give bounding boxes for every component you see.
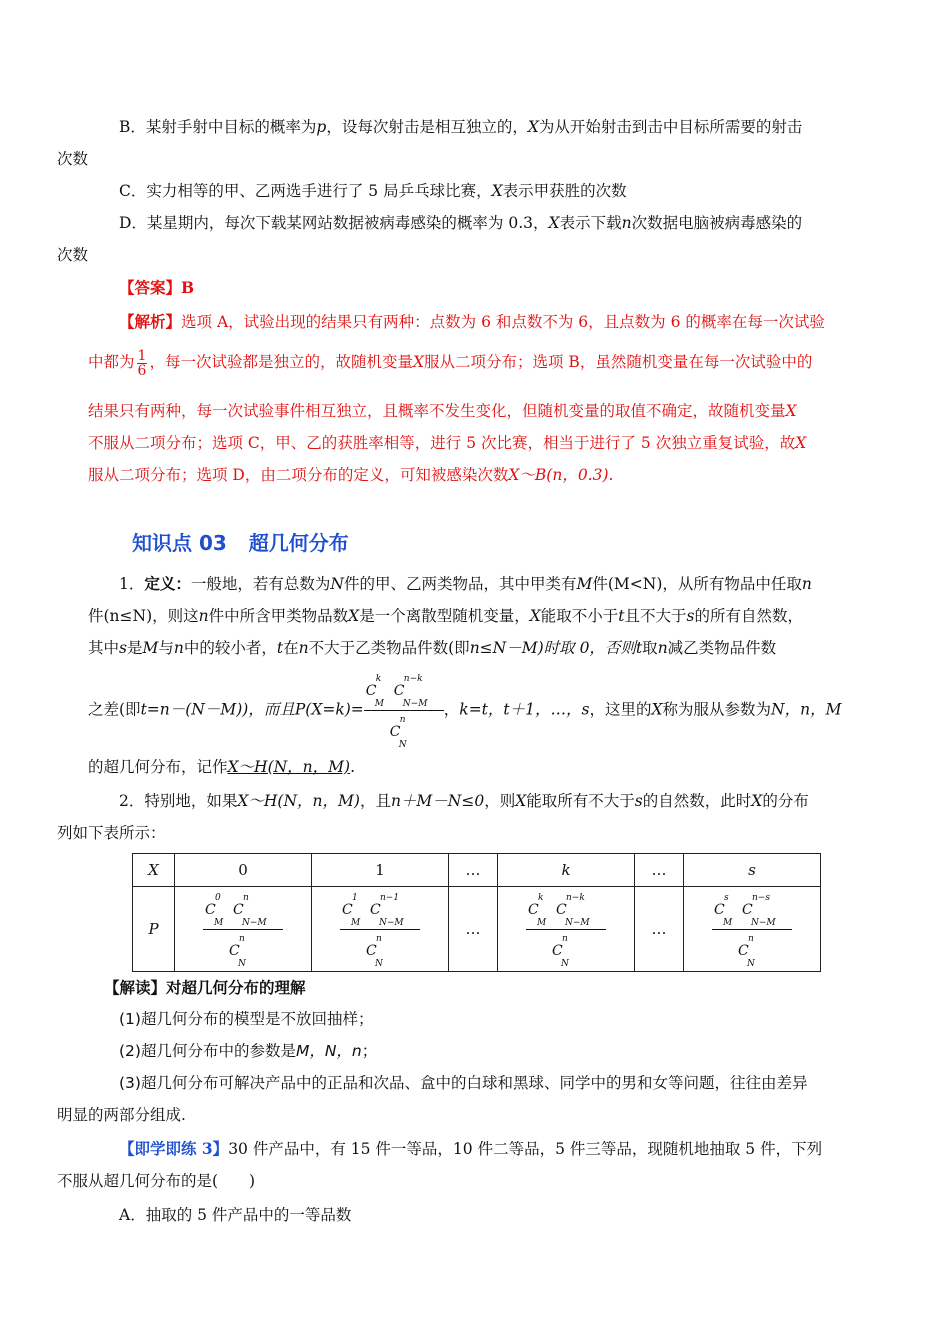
- analysis-line5: 服从二项分布；选项 D，由二项分布的定义，可知被感染次数X～B(n，0.3).: [88, 466, 614, 484]
- table-cell: …: [449, 854, 498, 887]
- definition-line2: 件(n≤N)，则这n件中所含甲类物品数X是一个离散型随机变量，X能取不小于t且不大于s的所有自然数，: [88, 607, 803, 625]
- distribution-table: [132, 853, 821, 972]
- interpretation-3: (3)超几何分布可解决产品中的正品和次品、盒中的白球和黑球、同学中的男和女等问题，往往由差异 明显的两部分组成.: [57, 1074, 808, 1124]
- definition-line3: 其中s是M与n中的较小者，t在n不大于乙类物品件数(即n≤N－M)时取 0，否则t取n减乙类物品件数: [88, 639, 777, 657]
- table-cell: s: [684, 854, 821, 887]
- prob-formula: C s M C n−s N−M C n N: [712, 891, 792, 968]
- analysis-line3: 结果只有两种，每一次试验事件相互独立，且概率不发生变化，但随机变量的取值不确定，故随机变量X: [88, 402, 797, 420]
- section-heading: 知识点 03 超几何分布: [132, 531, 349, 555]
- definition-line4: 之差(即t=n－(N－M))，而且P(X=k)= C k M C n−k N−M C n N ，k=t，t＋1，…，s，这里的X称为服从参数为N，n，M: [88, 674, 842, 750]
- option-b: B．某射手射中目标的概率为p，设每次射击是相互独立的，X为从开始射击到击中目标所需要的射击 次数: [57, 118, 803, 168]
- special-case: 2．特别地，如果X～H(N，n，M)，且n＋M－N≤0，则X能取所有不大于s的自然数，此时X的分布 列如下表所示：: [57, 792, 809, 842]
- table-row-x: [133, 854, 821, 887]
- prob-formula: C 1 M C n−1 N−M C n N: [340, 891, 420, 968]
- interpretation-2: (2)超几何分布中的参数是M，N，n；: [119, 1042, 378, 1060]
- table-row-p: [133, 887, 821, 972]
- table-cell: [684, 887, 821, 972]
- interpretation-1: (1)超几何分布的模型是不放回抽样；: [119, 1010, 374, 1028]
- table-cell: …: [449, 887, 498, 972]
- table-cell: k: [498, 854, 635, 887]
- table-cell: 0: [175, 854, 312, 887]
- option-c: C．实力相等的甲、乙两选手进行了 5 局乒乓球比赛，X表示甲获胜的次数: [119, 182, 627, 200]
- fraction-one-sixth: $\frac{1}{6}$: [137, 347, 147, 379]
- interpretation-title: 【解读】对超几何分布的理解: [104, 979, 306, 997]
- table-cell: P: [133, 887, 175, 972]
- table-cell: …: [635, 854, 684, 887]
- analysis-line4: 不服从二项分布；选项 C，甲、乙的获胜率相等，进行 5 次比赛，相当于进行了 5 次独立重复试验，故X: [88, 434, 807, 452]
- table-cell: 1: [312, 854, 449, 887]
- table-cell: X: [133, 854, 175, 887]
- definition-line5: 的超几何分布，记作X～H(N，n，M).: [88, 758, 356, 776]
- prob-formula: C k M C n−k N−M C n N: [526, 891, 606, 968]
- answer: 【答案】B: [119, 278, 195, 297]
- table-cell: [175, 887, 312, 972]
- table-cell: [312, 887, 449, 972]
- practice-option-a: A．抽取的 5 件产品中的一等品数: [119, 1206, 352, 1224]
- hypergeometric-formula: C k M C n−k N−M C n N: [364, 672, 444, 749]
- analysis-line2: 中都为 $\frac{1}{6}$ ，每一次试验都是独立的，故随机变量X服从二项分布；选项 B，虽然随机变量在每一次试验中的: [88, 347, 813, 379]
- option-d: D．某星期内，每次下载某网站数据被病毒感染的概率为 0.3，X表示下载n次数据电脑被病毒感染的 次数: [57, 214, 803, 264]
- definition-line1: 1．定义：一般地，若有总数为N件的甲、乙两类物品，其中甲类有M件(M<N)，从所有物品中任取n: [119, 574, 812, 593]
- analysis: 【解析】选项 A，试验出现的结果只有两种：点数为 6 和点数不为 6，且点数为 6 的概率在每一次试验: [119, 312, 825, 331]
- practice-question: 【即学即练 3】30 件产品中，有 15 件一等品，10 件二等品，5 件三等品，现随机地抽取 5 件，下列 不服从超几何分布的是( ): [57, 1139, 823, 1190]
- table-cell: …: [635, 887, 684, 972]
- prob-formula: C 0 M C n N−M C n N: [203, 891, 283, 968]
- table-cell: [498, 887, 635, 972]
